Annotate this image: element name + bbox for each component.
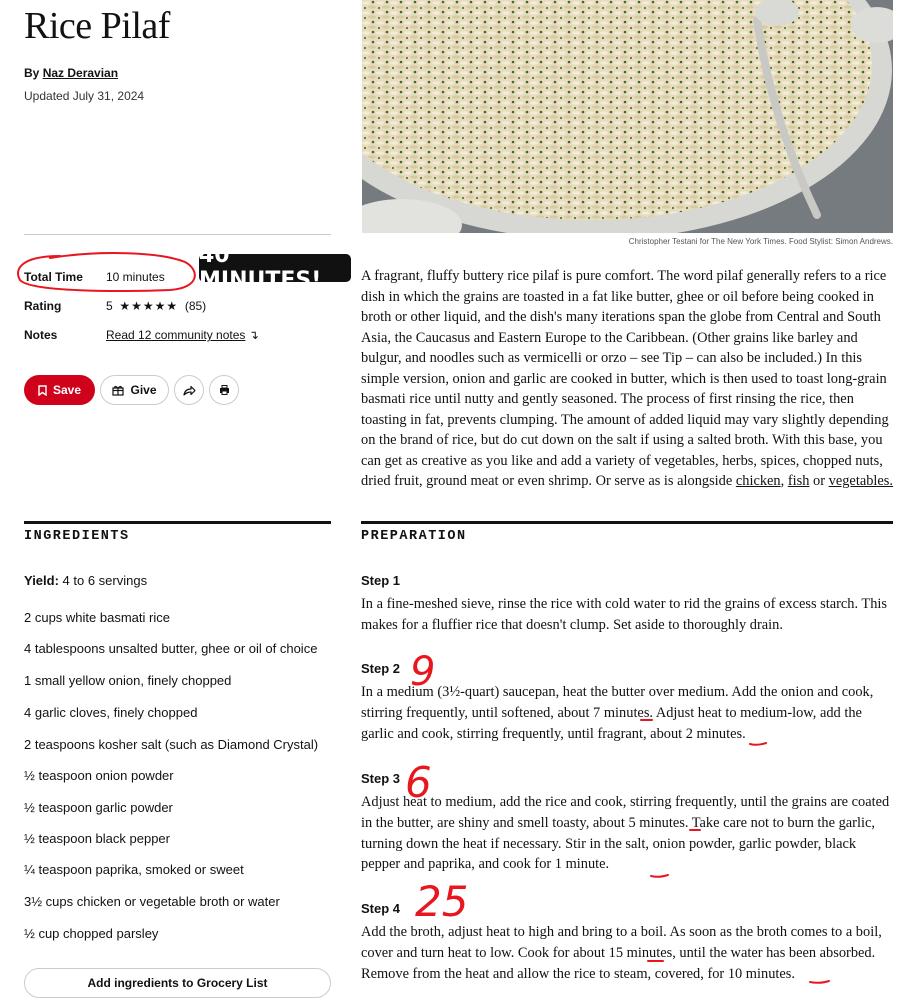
star-icons: ★★★★★: [119, 299, 179, 313]
ingredient-item: 2 cups white basmati rice: [24, 610, 170, 625]
bookmark-icon: [38, 385, 47, 396]
handwritten-mark: 6: [405, 758, 432, 807]
yield: [24, 573, 147, 588]
photo-credit: Christopher Testani for The New York Times. Food Stylist: Simon Andrews.: [628, 237, 893, 246]
rating-widget[interactable]: [106, 299, 206, 313]
give-label: Give: [130, 383, 157, 397]
total-time-label: Total Time: [24, 270, 83, 284]
add-to-grocery-list-button[interactable]: Add ingredients to Grocery List: [24, 968, 331, 998]
rating-value: 5: [106, 299, 113, 313]
ingredient-item: ½ teaspoon onion powder: [24, 768, 174, 783]
print-icon: [219, 385, 230, 395]
give-button[interactable]: [100, 375, 169, 405]
ingredient-item: 2 teaspoons kosher salt (such as Diamond Crystal): [24, 737, 319, 752]
handwritten-mark: 9: [410, 649, 436, 695]
underline-1: [651, 875, 668, 877]
notes-link[interactable]: [106, 328, 259, 342]
author-link[interactable]: Naz Deravian: [42, 66, 119, 80]
step-text: In a medium (3½-quart) saucepan, heat the butter over medium. Add the onion and cook, stirring frequently, until softened, about 7 minutes. Adjust heat to medium-low, add the garlic and cook, stirring frequently, until fragrant, about 2 minutes.: [361, 684, 874, 742]
share-button[interactable]: [174, 375, 204, 405]
rating-label: Rating: [24, 299, 62, 313]
chicken-link[interactable]: chicken: [735, 473, 781, 489]
vegetables-link[interactable]: vegetables.: [828, 473, 893, 489]
preparation-heading: PREPARATION: [361, 529, 467, 544]
ingredients-heading: INGREDIENTS: [24, 529, 130, 544]
ingredient-item: ½ teaspoon black pepper: [24, 831, 170, 846]
step-text: In a fine-meshed sieve, rinse the rice with cold water to rid the grains of excess starch. This makes for a fluffier rice that doesn't clump. Set aside to thoroughly drain.: [361, 596, 888, 633]
updated-date: Updated July 31, 2024: [24, 89, 145, 103]
recipe-photo: [362, 0, 893, 233]
notes-label: Notes: [24, 328, 58, 342]
print-button[interactable]: [209, 375, 239, 405]
gift-icon: [112, 384, 124, 396]
rating-count: (85): [184, 299, 207, 313]
recipe-intro: [361, 266, 893, 492]
intro-sep: or: [813, 473, 826, 489]
share-icon: [183, 385, 196, 396]
ingredients-rule: [24, 521, 331, 524]
preparation-rule: [361, 521, 893, 524]
ingredient-item: ½ teaspoon garlic powder: [24, 800, 173, 815]
yield-label: Yield:: [24, 573, 59, 588]
byline-prefix: By: [24, 66, 40, 80]
yield-value: 4 to 6 servings: [62, 573, 148, 588]
save-button[interactable]: [24, 375, 95, 405]
intro-text: A fragrant, fluffy buttery rice pilaf is pure comfort. The word pilaf generally refers to a rice dish in which the grains are toasted in a fat like butter, ghee or oil before being cooked in broth or other liquid, and the dish's many iterations span the globe from Central and South Asia, the Caucasus and Eastern Europe to the Caribbean. (Other grains like barley and bulgur, and noodles such as vermicelli or orzo – see Tip – can also be included.) In this simple version, onion and garlic are cooked in butter, which is then used to toast long-grain basmati rice until nutty and gently seasoned. The process of first rinsing the rice, then toasting in fat, prevents clumping. The amount of added liquid may vary slightly depending on the brand of rice, but do cut down on the salt if using a salted broth. With this base, you can get as creative as you like and add a variety of vegetables, herbs, spices, chopped nuts, dried fruit, ground meat or even shrimp. Or serve as is alongside: [361, 268, 889, 489]
ingredient-item: ½ cup chopped parsley: [24, 926, 159, 941]
ingredient-item: 3½ cups chicken or vegetable broth or water: [24, 894, 280, 909]
save-label: Save: [52, 383, 82, 397]
notes-link-text[interactable]: Read 12 community notes: [106, 328, 246, 342]
step-label: Step 3: [361, 771, 401, 786]
intro-sep: ,: [780, 473, 785, 489]
total-time-value: 10 minutes: [106, 270, 165, 284]
step-label: Step 1: [361, 573, 401, 588]
ingredient-item: 4 garlic cloves, finely chopped: [24, 705, 198, 720]
step-text: Add the broth, adjust heat to high and bring to a boil. As soon as the broth comes to a boil, cover and turn heat to low. Cook for about 15 minutes, until the water has been absorbed. Remove from the heat and allow the rice to steam, covered, for 10 minutes.: [361, 924, 882, 982]
rice-pilaf-photo: [362, 0, 893, 233]
byline: [24, 66, 118, 80]
ingredient-item: 1 small yellow onion, finely chopped: [24, 673, 232, 688]
step-label: Step 4: [361, 901, 401, 916]
annotation-badge: 40 MINUTES!: [199, 254, 351, 282]
step-label: Step 2: [361, 661, 401, 676]
ingredient-item: ¼ teaspoon paprika, smoked or sweet: [24, 862, 244, 877]
ingredient-item: 4 tablespoons unsalted butter, ghee or oil of choice: [24, 641, 318, 656]
arrow-down-icon: ↴: [248, 328, 259, 342]
recipe-title: Rice Pilaf: [24, 5, 170, 47]
fish-link[interactable]: fish: [787, 473, 810, 489]
step-text: Adjust heat to medium, add the rice and cook, stirring frequently, until the grains are coated in the butter, are shiny and smell toasty, about 5 minutes. Take care not to burn the garlic, turning down the heat if necessary. Stir in the salt, onion powder, garlic powder, black pepper and paprika, and cook for 1 minute.: [361, 794, 890, 873]
handwritten-mark: 25: [415, 877, 469, 926]
divider: [24, 234, 331, 235]
